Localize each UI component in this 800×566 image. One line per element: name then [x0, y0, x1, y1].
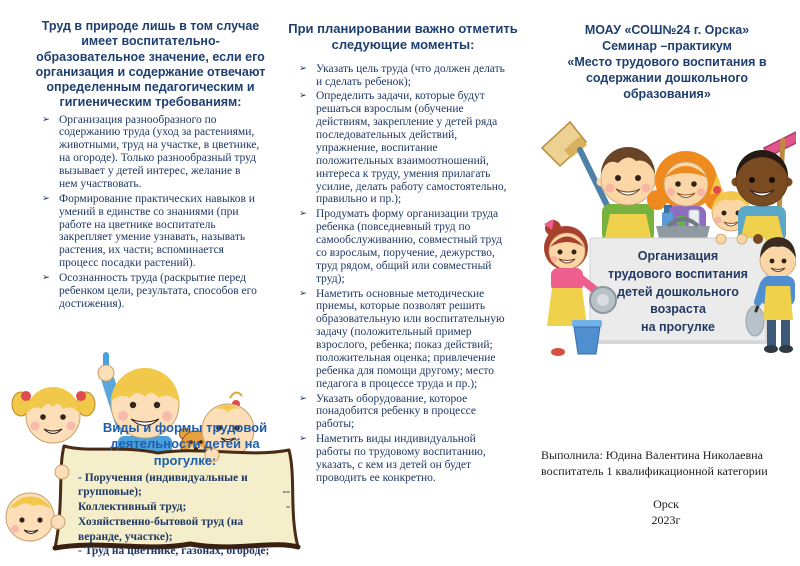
stray-dash: - [286, 501, 290, 514]
right-column [540, 0, 794, 102]
arrow-bullet-icon: ➢ [299, 62, 307, 74]
left-column [30, 0, 271, 313]
arrow-bullet-icon: ➢ [299, 90, 307, 102]
hand [737, 234, 747, 244]
sign-title: Организация трудового воспитания детей дошкольного возраста на прогулке [608, 249, 748, 334]
arrow-bullet-icon: ➢ [42, 113, 50, 125]
middle-column [283, 0, 523, 487]
author-line: Выполнила: Юдина Валентина Николаевна [541, 448, 763, 462]
arrow-bullet-icon: ➢ [299, 208, 307, 220]
right-heading-block [544, 23, 790, 102]
arrow-bullet-icon: ➢ [299, 392, 307, 404]
list-item: ➢ Продумать форму организации труда ребенка (повседневный труд по самообслуживанию, совместный труд со взрослым, поручение, дежурство, труд рядом, общий или совместный труд); [299, 208, 502, 285]
list-item: ➢ Наметить основные методические приемы, которые позволят решить образовательную или воспитательную задачу (положительный пример взрослого, ребенка; показ действий; положительная оценка; привлечение ребенка для помощи другому; место педагога в процессе труда и пр.); [299, 287, 505, 390]
list-item: ➢ Указать цель труда (что должен делать и сделать ребенок); [299, 62, 505, 88]
banner-item: - Поручения (индивидуальные и групповые); -- [78, 471, 290, 499]
arrow-bullet-icon: ➢ [42, 272, 50, 283]
arrow-bullet-icon: ➢ [299, 287, 307, 299]
banner-item: Хозяйственно-бытовой труд (на веранде, участке); [78, 515, 244, 543]
seminar-topic: «Место трудового воспитания в содержании дошкольного образования» [567, 54, 767, 101]
list-item: ➢ Организация разнообразного по содержанию труда (уход за растениями, животными, труд на участке, в цветнике, на огороде). Только разнообразный труд вызывает у детей интерес, желание в нем участвовать. [42, 113, 260, 190]
arrow-bullet-icon: ➢ [42, 192, 50, 204]
list-item: ➢ Осознанность труда (раскрытие перед ребенком цели, результата, способов его достижения). [42, 272, 257, 310]
stray-dash: -- [282, 486, 290, 499]
author-block [541, 448, 793, 479]
banner-item-list [78, 471, 292, 559]
banner-item: Коллективный труд; - [78, 501, 290, 514]
city-year-block [540, 497, 792, 528]
seminar-label: Семинар –практикум [602, 38, 732, 53]
hand [716, 234, 726, 244]
school-name: МОАУ «СОШ№24 г. Орска» [584, 23, 750, 37]
list-item: ➢ Формирование практических навыков и умений в единстве со знаниями (при работе на цветнике воспитатель закрепляет умение узнавать, называть растения, их части; вспоминается процесс посадки растений). [42, 192, 255, 270]
middle-bullet-list [283, 63, 523, 485]
arrow-bullet-icon: ➢ [299, 433, 307, 445]
banner-text-block [78, 420, 292, 559]
hand [753, 234, 763, 244]
child-bottom-left [6, 493, 54, 541]
list-item: ➢ Наметить виды индивидуальной работы по трудовому воспитанию, указать, с кем из детей он будет проводить ее конкретно. [299, 433, 486, 484]
left-bullet-list [30, 114, 271, 311]
list-item: ➢ Определить задачи, которые будут решаться взрослым (обучение действиям, закрепление у детей ряда последовательных действий, упражнение, воспитание положительных взаимоотношений, интереса к труду, умения прилагать усилие, делать работу самостоятельно, правильно и пр.); [299, 90, 507, 206]
middle-heading: При планировании важно отметить следующие моменты: [288, 21, 518, 52]
left-heading: Труд в природе лишь в том случае имеет воспитательно-образовательное значение, если его организация и содержание отвечают определенным педагогическим и гигиеническим требованиям: [35, 19, 266, 110]
banner-heading: Виды и формы трудовой деятельности детей на прогулке: [102, 420, 268, 468]
banner-item: - Труд на цветнике, газонах, огороде; [78, 545, 270, 558]
year: 2023г [651, 512, 681, 527]
boy-with-mop [732, 132, 797, 242]
author-line: воспитатель 1 квалификационной категории [541, 463, 768, 478]
list-item: ➢ Указать оборудование, которое понадобится ребенку в процессе работы; [299, 392, 477, 431]
city: Орск [653, 497, 679, 511]
